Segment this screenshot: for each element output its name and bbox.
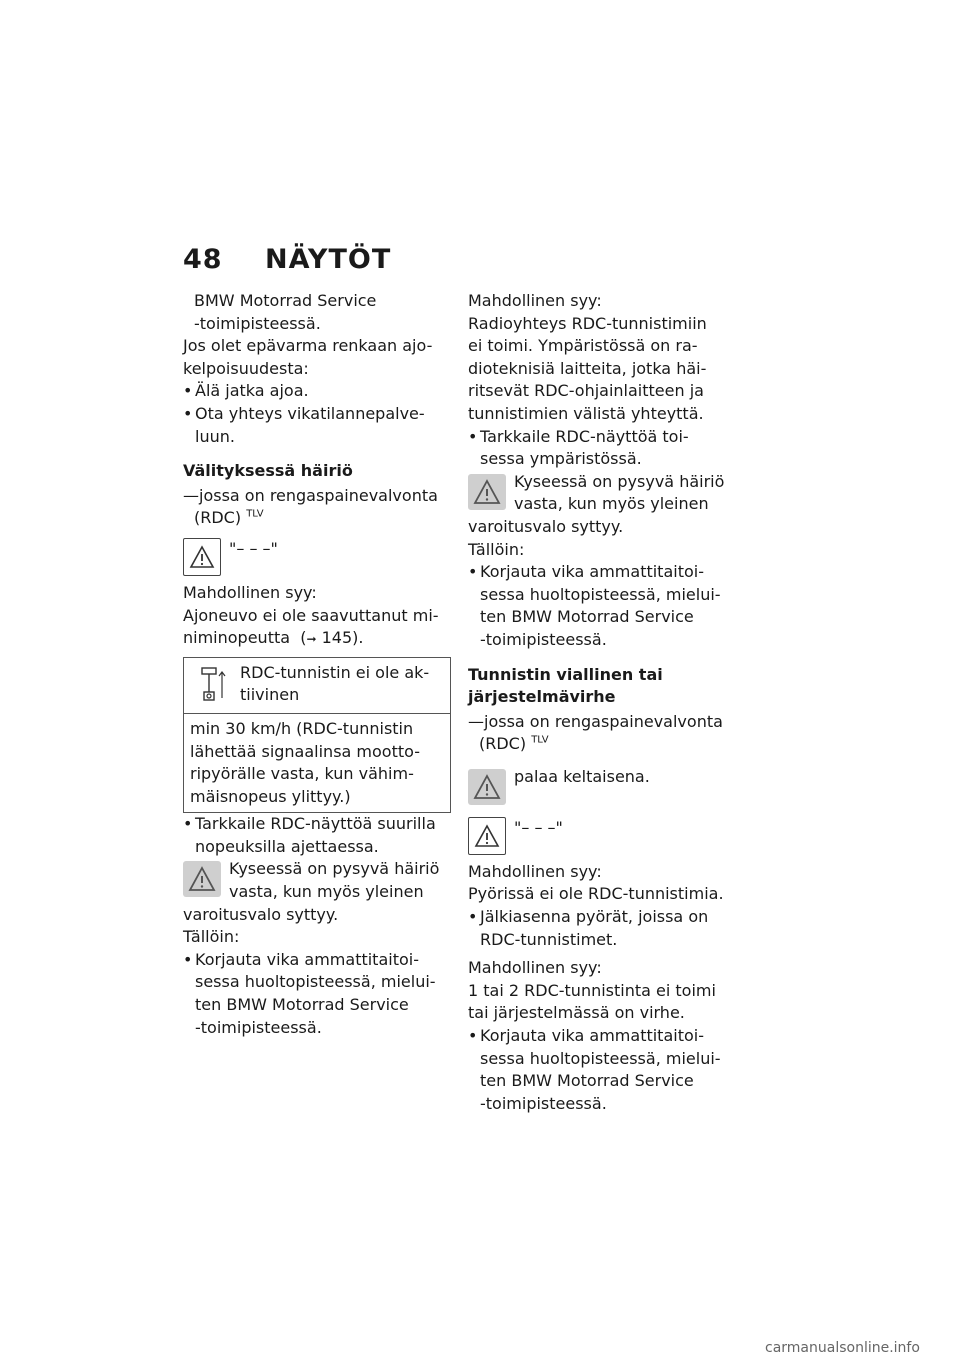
cause-label: Mahdollinen syy: xyxy=(468,291,602,310)
general-warning-note: Kyseessä on pysyvä häiriö vasta, kun myös yleinen xyxy=(468,471,740,516)
text-line: kelpoisuudesta: xyxy=(183,358,309,378)
display-value: "– – –" xyxy=(514,817,563,837)
condition-line: (RDC) $^{TLV}$ xyxy=(194,508,264,528)
warning-text: palaa keltaisena. xyxy=(514,766,650,786)
text-line: Radioyhteys RDC-tunnistimiin xyxy=(468,313,707,333)
section-heading: Tunnistin viallinen tai järjestelmävirhe xyxy=(468,664,663,707)
list-item: • Tarkkaile RDC-näyttöä toi- sessa ympäristössä. xyxy=(468,426,740,471)
text-line: tunnistimien välistä yhteyttä. xyxy=(468,403,704,423)
text-line: -toimipisteessä. xyxy=(194,313,321,333)
text-line: Tällöin: xyxy=(468,539,525,559)
general-warning-note: Kyseessä on pysyvä häiriö vasta, kun myös yleinen xyxy=(183,858,451,903)
list-item: • Ota yhteys vikatilannepalve- luun. xyxy=(183,403,451,448)
tlv-marker: TLV xyxy=(246,509,264,521)
text-line: BMW Motorrad Service xyxy=(194,291,377,310)
reference-page: 145). xyxy=(321,628,364,648)
text-line: niminopeutta (➞ 145). xyxy=(183,628,364,648)
list-item: • Tarkkaile RDC-näyttöä suurilla nopeuksilla ajettaessa. xyxy=(183,813,451,858)
left-column xyxy=(183,290,451,1039)
page-number: 48 xyxy=(183,244,223,275)
cause-label: Mahdollinen syy: xyxy=(183,582,317,602)
text-line: ritsevät RDC-ohjainlaitteen ja xyxy=(468,381,704,401)
text-line: Pyörissä ei ole RDC-tunnistimia. xyxy=(468,884,724,904)
display-value: "– – –" xyxy=(229,538,278,558)
info-table-header xyxy=(184,658,450,714)
page-header xyxy=(183,244,391,275)
text-line: 1 tai 2 RDC-tunnistinta ei toimi xyxy=(468,980,716,1000)
list-item: • Älä jatka ajoa. xyxy=(183,380,451,403)
warning-triangle-icon xyxy=(183,538,221,576)
condition-line: (RDC) $^{TLV}$ xyxy=(479,734,549,754)
warning-triangle-icon xyxy=(183,861,221,897)
reference-arrow-icon: ➞ xyxy=(306,632,317,647)
tlv-marker: TLV xyxy=(531,734,549,746)
warning-triangle-icon xyxy=(468,769,506,805)
text-line: dioteknisiä laitteita, jotka häi- xyxy=(468,358,707,378)
list-item: • Korjauta vika ammattitaitoi- sessa huoltopisteessä, mielui- ten BMW Motorrad Service -toimipisteessä. xyxy=(468,561,740,651)
warning-display-row xyxy=(468,817,740,855)
list-item: • Korjauta vika ammattitaitoi- sessa huoltopisteessä, mielui- ten BMW Motorrad Service -toimipisteessä. xyxy=(468,1025,740,1115)
cause-label: Mahdollinen syy: xyxy=(468,861,602,881)
text-line: tai järjestelmässä on virhe. xyxy=(468,1003,685,1023)
warning-triangle-icon xyxy=(468,474,506,510)
text-line: Tällöin: xyxy=(183,927,240,947)
condition-line: —jossa on rengaspainevalvonta xyxy=(468,711,723,731)
text-line: Jos olet epävarma renkaan ajo- xyxy=(183,336,433,356)
info-table-body: min 30 km/h (RDC-tunnistin lähettää signaalinsa mootto- ripyörälle vasta, kun vähim- mäisnopeus ylittyy.) xyxy=(190,718,420,806)
text-line: varoitusvalo syttyy. xyxy=(468,516,624,536)
info-table xyxy=(183,657,451,814)
text-line: ei toimi. Ympäristössä on ra- xyxy=(468,336,698,356)
text-line: varoitusvalo syttyy. xyxy=(183,904,339,924)
list-item: • Korjauta vika ammattitaitoi- sessa huoltopisteessä, mielui- ten BMW Motorrad Service -toimipisteessä. xyxy=(183,949,451,1039)
list-item: • Jälkiasenna pyörät, joissa on RDC-tunnistimet. xyxy=(468,906,740,951)
condition-line: —jossa on rengaspainevalvonta xyxy=(183,485,438,505)
warning-triangle-icon xyxy=(468,817,506,855)
yellow-warning-row xyxy=(468,766,740,805)
info-table-title: RDC-tunnistin ei ole ak- tiivinen xyxy=(240,662,430,705)
cause-label: Mahdollinen syy: xyxy=(468,958,602,978)
text-line: Ajoneuvo ei ole saavuttanut mi- xyxy=(183,605,439,625)
warning-display-row xyxy=(183,538,451,576)
watermark: carmanualsonline.info xyxy=(765,1340,920,1356)
right-column xyxy=(468,290,740,1115)
page-title: NÄYTÖT xyxy=(265,244,392,275)
section-heading: Välityksessä häiriö xyxy=(183,461,353,481)
tire-sensor-icon xyxy=(194,662,230,704)
